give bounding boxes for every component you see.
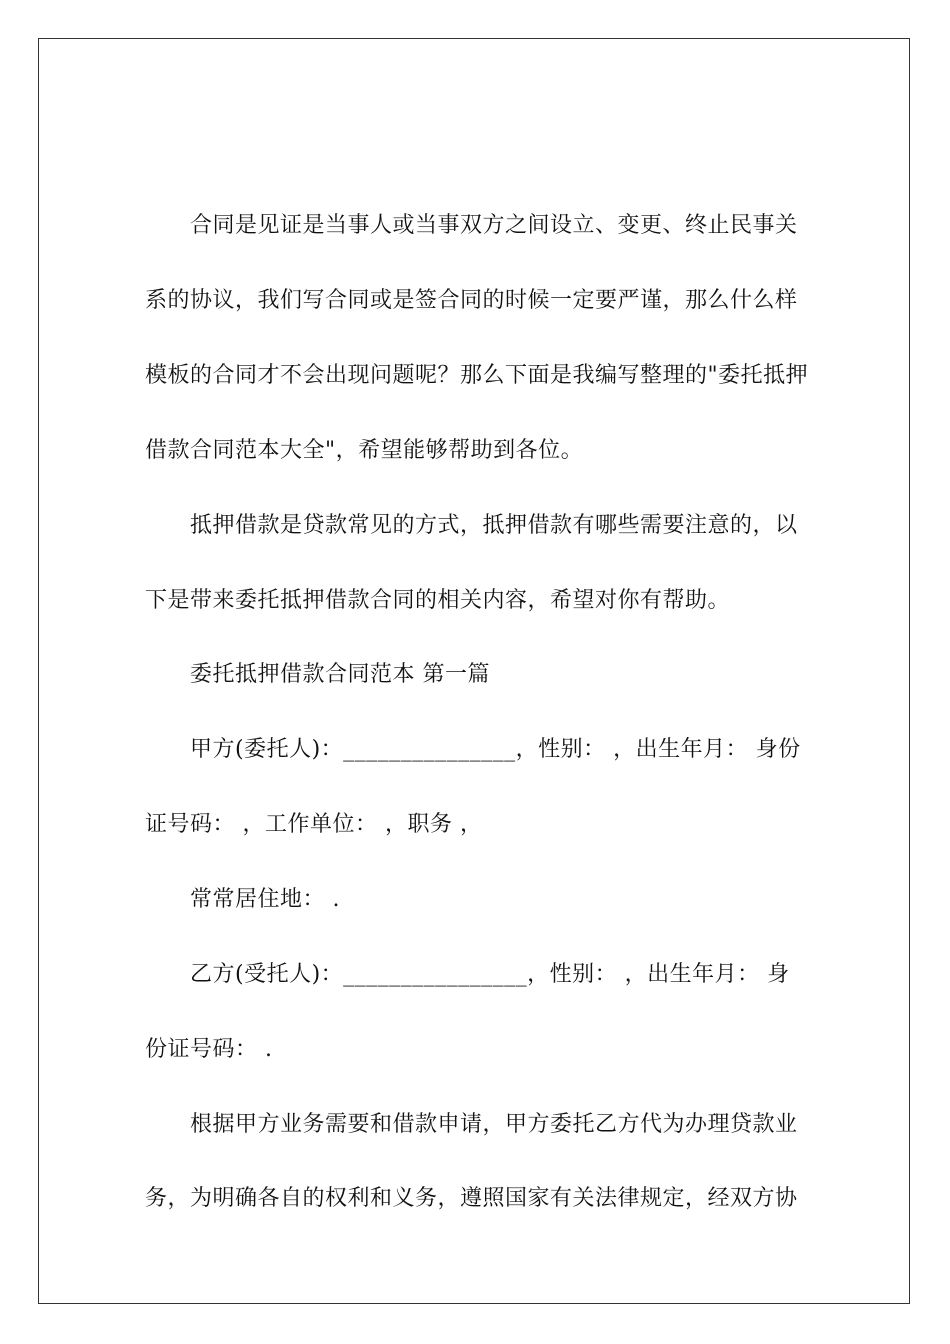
section-heading: 委托抵押借款合同范本 第一篇 — [190, 662, 490, 687]
paragraph-line: 抵押借款是贷款常见的方式，抵押借款有哪些需要注意的，以 — [190, 513, 798, 538]
paragraph-line: 份证号码： . — [145, 1037, 273, 1062]
paragraph-line: 模板的合同才不会出现问题呢？那么下面是我编写整理的"委托抵押 — [145, 363, 809, 388]
paragraph-line: 甲方(委托人)：_______________，性别： ，出生年月： 身份 — [190, 737, 801, 762]
paragraph-line: 系的协议，我们写合同或是签合同的时候一定要严谨，那么什么样 — [145, 288, 798, 313]
paragraph-line: 合同是见证是当事人或当事双方之间设立、变更、终止民事关 — [190, 213, 798, 238]
paragraph-line: 常常居住地： . — [190, 887, 340, 912]
paragraph-line: 借款合同范本大全"，希望能够帮助到各位。 — [145, 438, 584, 463]
paragraph-line: 证号码： ，工作单位： ，职务 ， — [145, 812, 483, 837]
paragraph-line: 务，为明确各自的权利和义务，遵照国家有关法律规定，经双方协 — [145, 1186, 798, 1211]
paragraph-line: 乙方(受托人)：________________，性别： ，出生年月： 身 — [190, 962, 790, 987]
paragraph-line: 下是带来委托抵押借款合同的相关内容，希望对你有帮助。 — [145, 588, 731, 613]
paragraph-line: 根据甲方业务需要和借款申请，甲方委托乙方代为办理贷款业 — [190, 1112, 798, 1137]
